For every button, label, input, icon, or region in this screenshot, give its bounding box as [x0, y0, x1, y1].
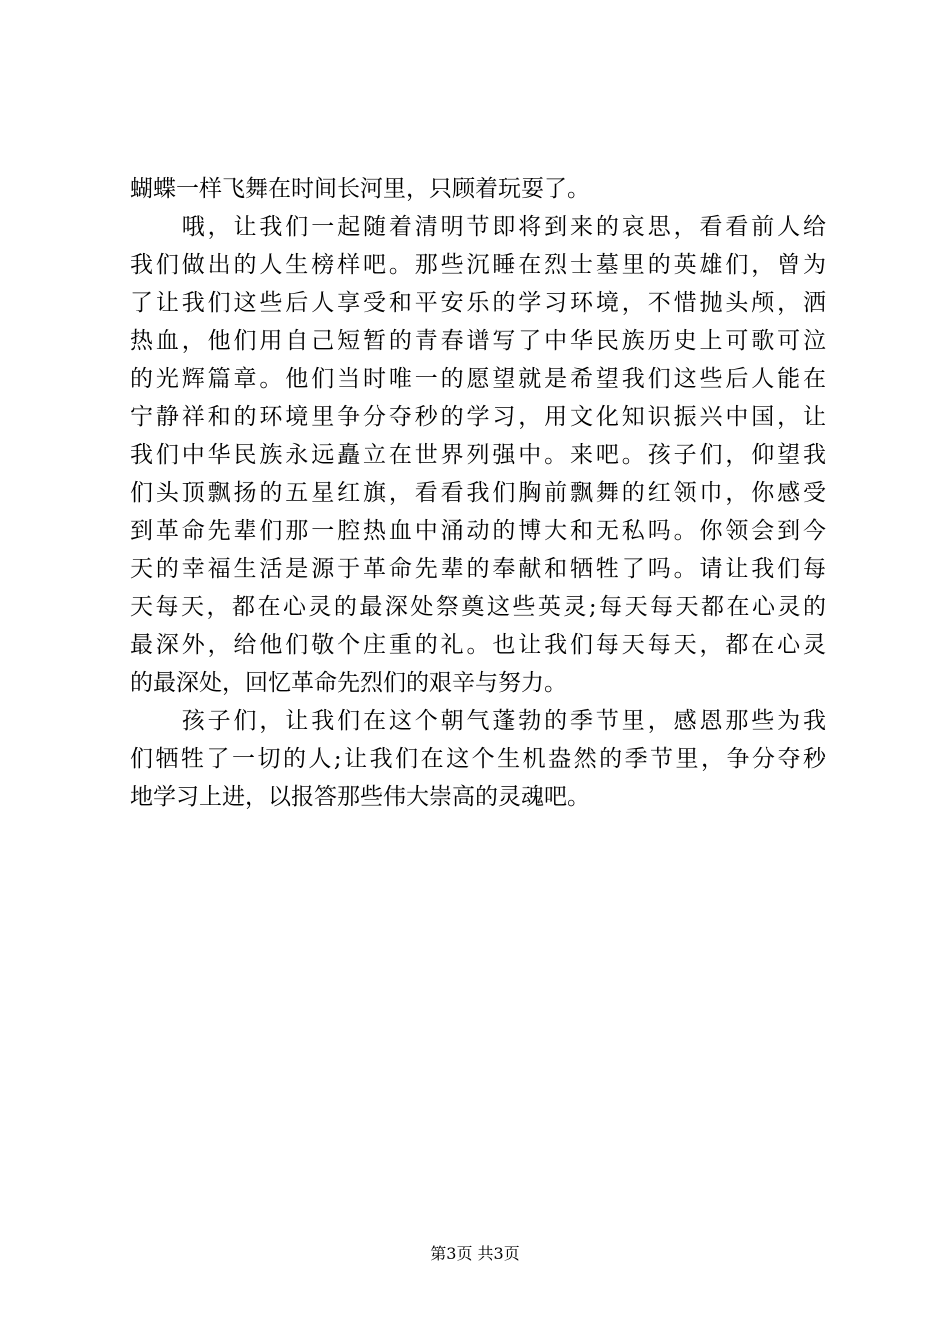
- text-line: 哦，让我们一起随着清明节即将到来的哀思，看看前人给: [130, 214, 826, 240]
- text-line: 蝴蝶一样飞舞在时间长河里，只顾着玩耍了。: [130, 176, 590, 202]
- text-line: 孩子们，让我们在这个朝气蓬勃的季节里，感恩那些为我: [130, 708, 826, 734]
- text-line: 宁静祥和的环境里争分夺秒的学习，用文化知识振兴中国，让: [130, 404, 826, 430]
- text-line: 天每天，都在心灵的最深处祭奠这些英灵;每天每天都在心灵的: [130, 594, 826, 620]
- text-line: 我们做出的人生榜样吧。那些沉睡在烈士墓里的英雄们，曾为: [130, 252, 826, 278]
- text-line: 的最深处，回忆革命先烈们的艰辛与努力。: [130, 670, 567, 696]
- text-line: 到革命先辈们那一腔热血中涌动的博大和无私吗。你领会到今: [130, 518, 826, 544]
- text-line: 们牺牲了一切的人;让我们在这个生机盎然的季节里，争分夺秒: [130, 746, 826, 772]
- text-line: 地学习上进，以报答那些伟大崇高的灵魂吧。: [130, 784, 590, 810]
- text-line: 了让我们这些后人享受和平安乐的学习环境，不惜抛头颅，洒: [130, 290, 826, 316]
- text-line: 们头顶飘扬的五星红旗，看看我们胸前飘舞的红领巾，你感受: [130, 480, 826, 506]
- text-line: 天的幸福生活是源于革命先辈的奉献和牺牲了吗。请让我们每: [130, 556, 826, 582]
- body-text: [130, 170, 826, 816]
- page-number-footer: 第3页 共3页: [430, 1244, 520, 1263]
- text-line: 我们中华民族永远矗立在世界列强中。来吧。孩子们，仰望我: [130, 442, 826, 468]
- text-line: 最深外，给他们敬个庄重的礼。也让我们每天每天，都在心灵: [130, 632, 826, 658]
- text-line: 热血，他们用自己短暂的青春谱写了中华民族历史上可歌可泣: [130, 328, 826, 354]
- text-line: 的光辉篇章。他们当时唯一的愿望就是希望我们这些后人能在: [130, 366, 826, 392]
